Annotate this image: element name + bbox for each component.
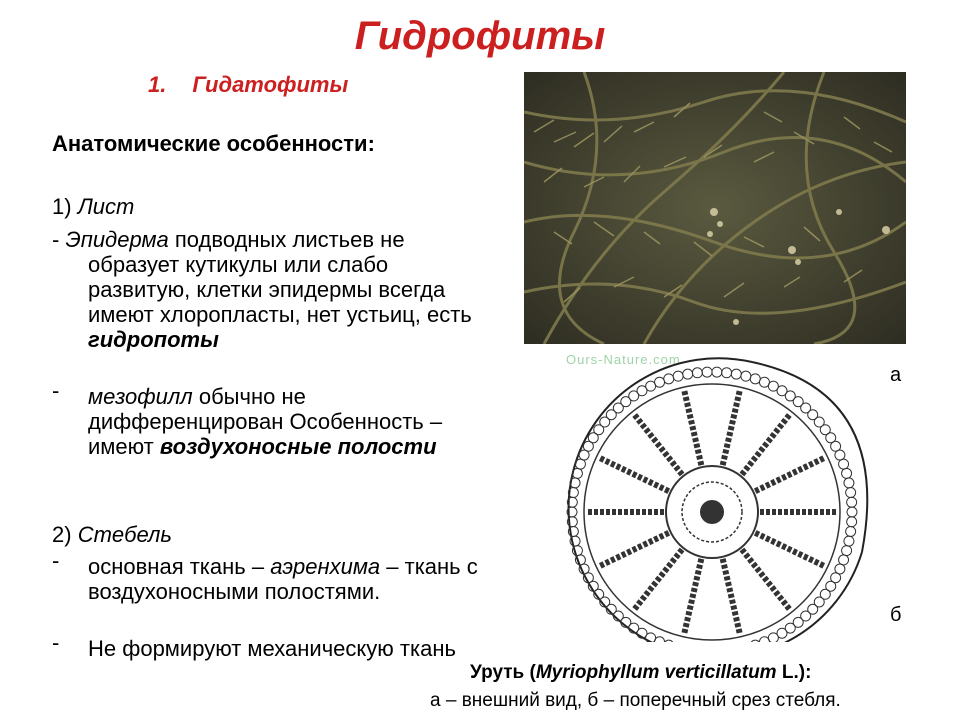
hydropotes-term: гидропоты bbox=[88, 327, 219, 352]
stem-item-1-text2: – ткань с воздухоносными полостями. bbox=[88, 554, 478, 604]
epidermis-prefix: - bbox=[52, 227, 66, 252]
anatomy-heading: Анатомические особенности: bbox=[52, 131, 375, 156]
subtitle-text: Гидатофиты bbox=[192, 72, 349, 97]
label-a: а bbox=[890, 364, 902, 386]
stem-heading bbox=[52, 522, 172, 548]
caption-line-2: а – внешний вид, б – поперечный срез стебля. bbox=[430, 690, 841, 711]
stem-heading-num: 2) bbox=[52, 522, 78, 547]
stem-item-1-text1: основная ткань – bbox=[88, 554, 271, 579]
stem-item-2 bbox=[52, 630, 472, 686]
air-cavities-term: воздухоносные полости bbox=[159, 434, 437, 459]
epidermis-paragraph bbox=[52, 227, 472, 352]
plant-photo bbox=[524, 72, 906, 344]
aerenchyma-term: аэренхима bbox=[270, 554, 381, 579]
watermark: Ours-Nature.com bbox=[566, 352, 681, 367]
plant-photo-image bbox=[524, 72, 906, 344]
stem-item-1 bbox=[52, 548, 478, 629]
bullet-dash: - bbox=[52, 630, 60, 655]
bullet-dash: - bbox=[52, 548, 60, 573]
stem-cross-section-drawing bbox=[560, 352, 880, 642]
mesophyll-item bbox=[52, 378, 472, 484]
subtitle bbox=[148, 72, 348, 98]
label-b: б bbox=[890, 604, 902, 626]
caption-latin: Myriophyllum verticillatum bbox=[535, 662, 777, 683]
stem-heading-text: Стебель bbox=[77, 522, 172, 547]
caption-line-1 bbox=[470, 662, 811, 684]
epidermis-text: подводных листьев не образует кутикулы или слабо развитую, клетки эпидермы всегда имеют хлоропласты, нет устьиц, есть bbox=[88, 227, 472, 327]
caption-author: L.): bbox=[776, 662, 812, 683]
mesophyll-term: мезофилл bbox=[88, 384, 193, 409]
page-title: Гидрофиты bbox=[354, 14, 606, 58]
leaf-heading bbox=[52, 194, 134, 220]
bullet-dash: - bbox=[52, 378, 60, 403]
mesophyll-text: обычно не дифференцирован Особенность – имеют bbox=[88, 384, 443, 459]
stem-cross-section bbox=[560, 352, 880, 642]
epidermis-term: Эпидерма bbox=[65, 227, 169, 252]
leaf-heading-text: Лист bbox=[77, 194, 135, 219]
subtitle-number: 1. bbox=[148, 72, 167, 97]
caption-name: Уруть ( bbox=[470, 662, 536, 683]
leaf-heading-num: 1) bbox=[52, 194, 78, 219]
stem-item-2-text: Не формируют механическую ткань bbox=[88, 636, 456, 661]
